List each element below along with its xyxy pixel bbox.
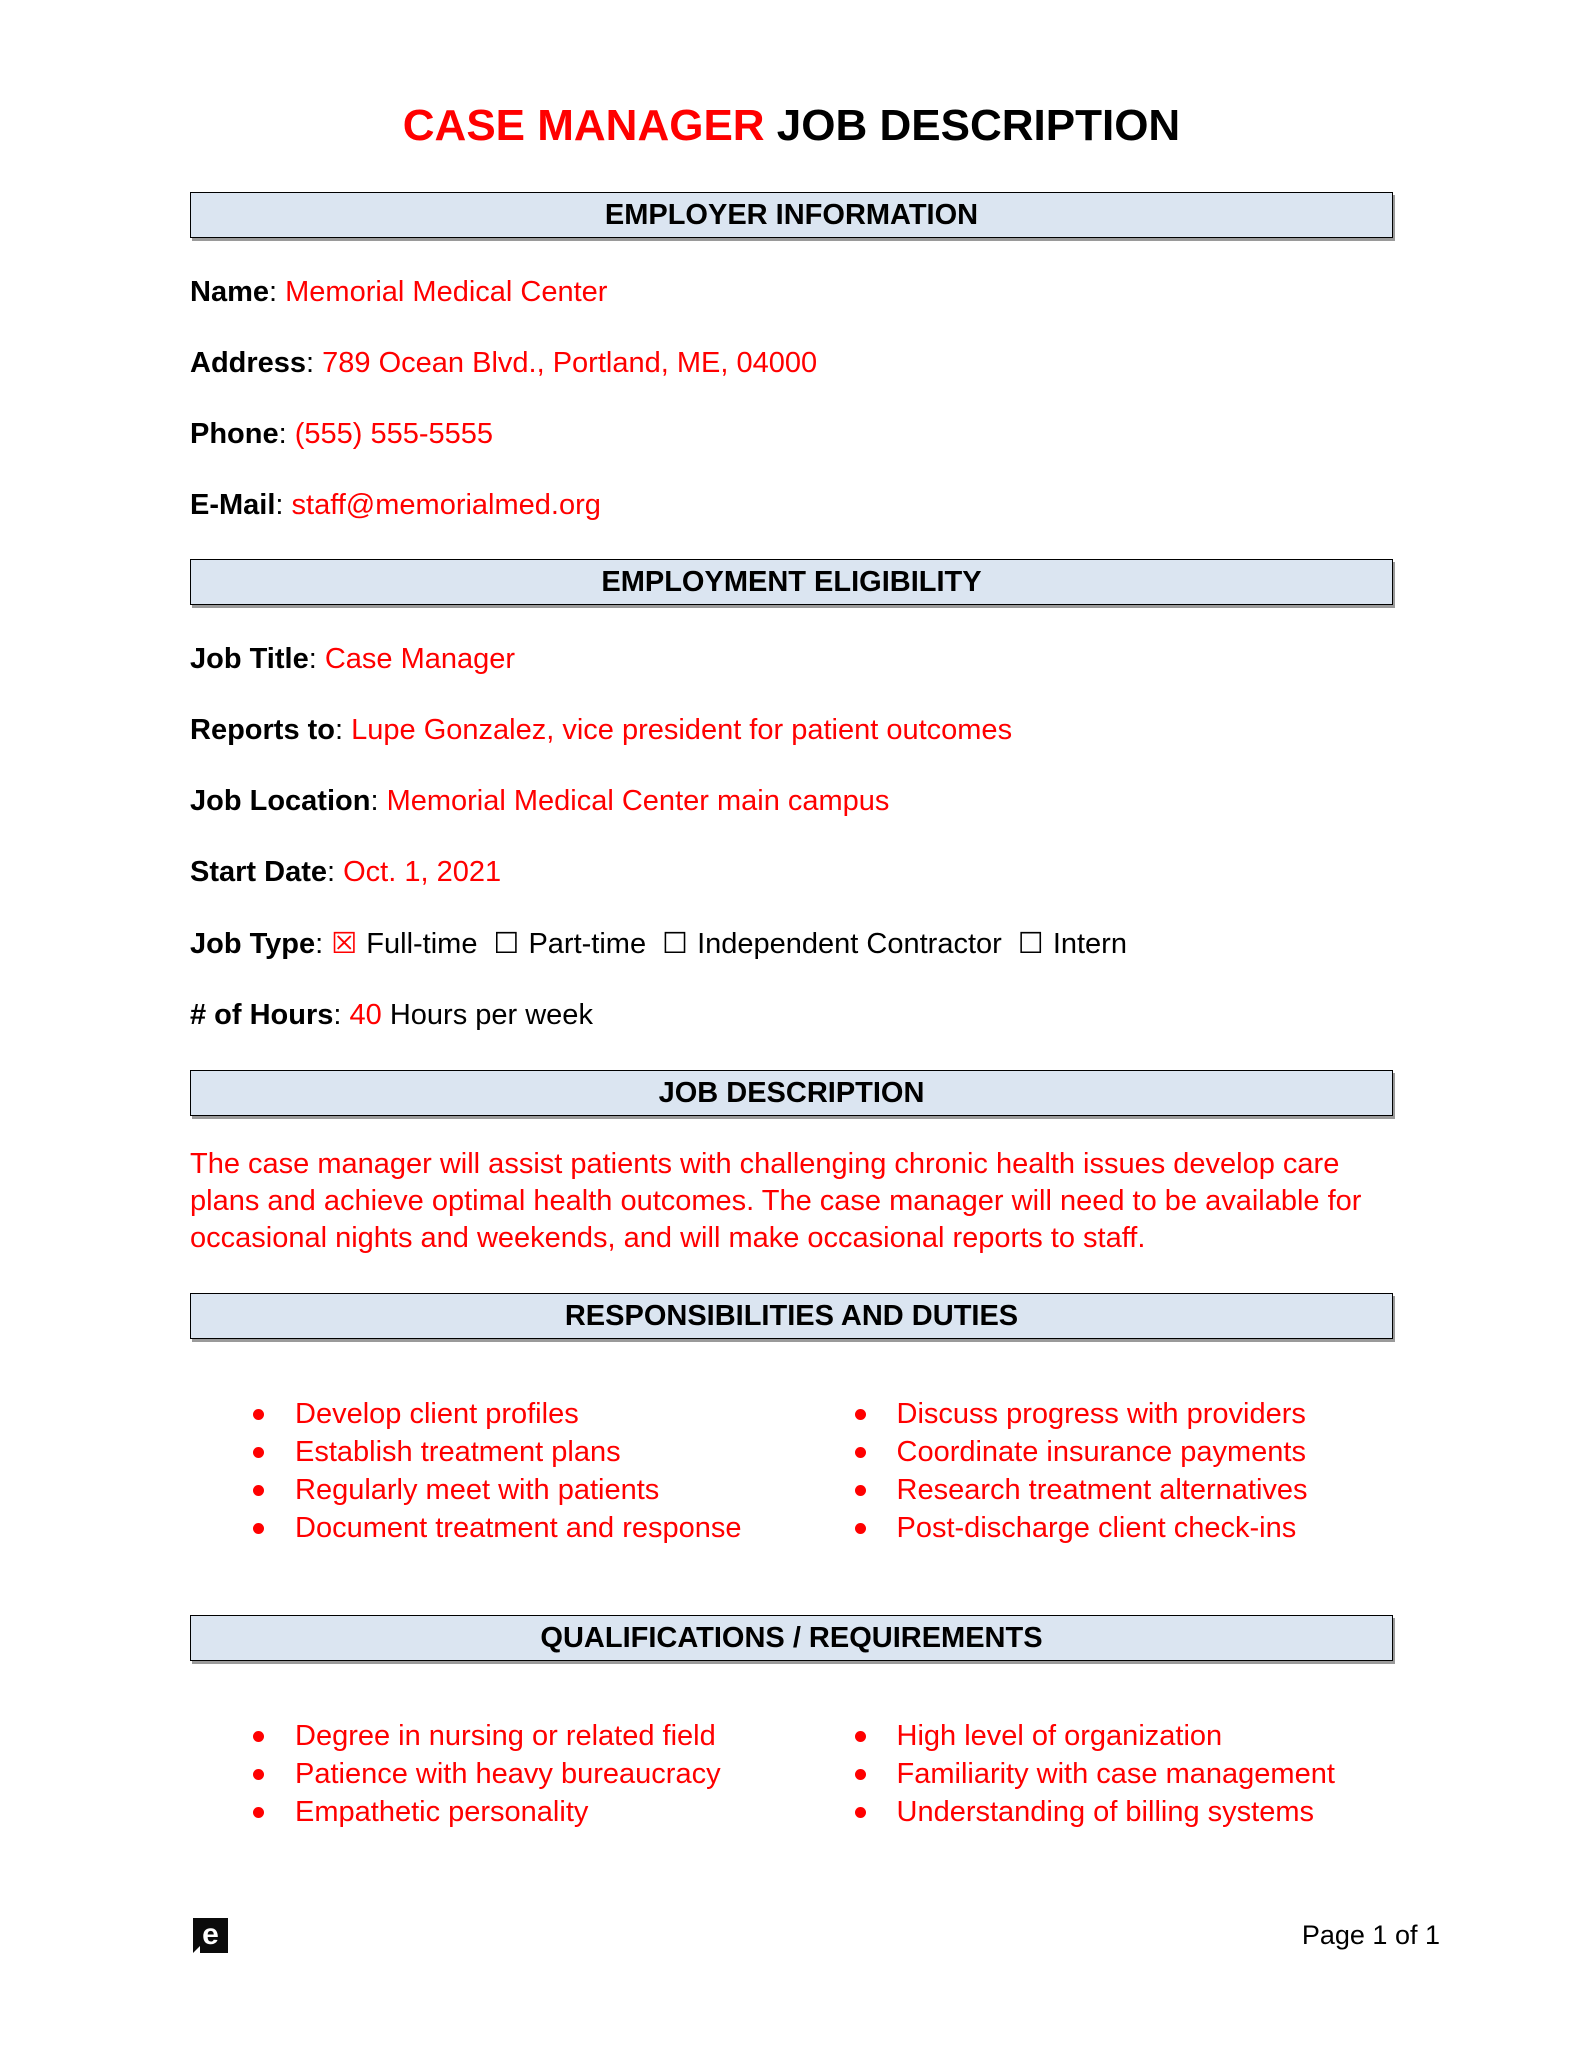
list-item: Regularly meet with patients bbox=[295, 1473, 792, 1507]
list-item: Establish treatment plans bbox=[295, 1435, 792, 1469]
job-type-option-label: Intern bbox=[1052, 928, 1127, 960]
section-heading-text: EMPLOYMENT ELIGIBILITY bbox=[601, 566, 982, 598]
list-item: Research treatment alternatives bbox=[897, 1473, 1394, 1507]
qualifications-right-column bbox=[792, 1719, 1394, 1833]
section-heading-text: QUALIFICATIONS / REQUIREMENTS bbox=[540, 1622, 1043, 1654]
page-title bbox=[190, 100, 1393, 152]
checkbox-unchecked-icon[interactable]: ☐ bbox=[1017, 926, 1044, 960]
field-label: Address bbox=[190, 347, 307, 379]
section-heading-text: EMPLOYER INFORMATION bbox=[604, 199, 979, 231]
list-item: Patience with heavy bureaucracy bbox=[295, 1757, 792, 1791]
job-type-option-label: Full-time bbox=[366, 928, 478, 960]
bullet-icon bbox=[253, 1447, 264, 1458]
field-value: (555) 555-5555 bbox=[294, 418, 494, 450]
field-suffix: Hours per week bbox=[381, 999, 593, 1031]
list-item: Discuss progress with providers bbox=[897, 1397, 1394, 1431]
bullet-icon bbox=[253, 1769, 264, 1780]
bullet-icon bbox=[855, 1769, 866, 1780]
field-label: Job Type bbox=[190, 928, 316, 960]
list-item: Document treatment and response bbox=[295, 1511, 792, 1545]
bullet-icon bbox=[855, 1447, 866, 1458]
job-type-option-intern bbox=[1018, 928, 1127, 960]
field-hours bbox=[190, 998, 1393, 1032]
page-footer bbox=[193, 1918, 1440, 1953]
field-name bbox=[190, 275, 1393, 309]
section-heading-text: JOB DESCRIPTION bbox=[658, 1077, 925, 1109]
field-separator: : bbox=[269, 276, 286, 308]
section-header-employer-information bbox=[190, 192, 1393, 238]
qualifications-left-column bbox=[190, 1719, 792, 1833]
field-value: staff@memorialmed.org bbox=[291, 489, 601, 521]
list-item: Develop client profiles bbox=[295, 1397, 792, 1431]
list-item: Understanding of billing systems bbox=[897, 1795, 1394, 1829]
field-separator: : bbox=[335, 714, 352, 746]
field-separator: : bbox=[278, 418, 295, 450]
eforms-logo: e bbox=[193, 1918, 228, 1953]
field-separator: : bbox=[306, 347, 323, 379]
field-value: Memorial Medical Center bbox=[285, 276, 608, 308]
field-phone bbox=[190, 417, 1393, 451]
list-item: High level of organization bbox=[897, 1719, 1394, 1753]
field-reports-to bbox=[190, 713, 1393, 747]
list-item: Degree in nursing or related field bbox=[295, 1719, 792, 1753]
field-address bbox=[190, 346, 1393, 380]
field-separator: : bbox=[370, 785, 387, 817]
section-header-job-description bbox=[190, 1070, 1393, 1116]
field-job-location bbox=[190, 784, 1393, 818]
bullet-icon bbox=[253, 1731, 264, 1742]
field-label: # of Hours bbox=[190, 999, 334, 1031]
bullet-icon bbox=[253, 1807, 264, 1818]
job-type-option-label: Independent Contractor bbox=[697, 928, 1002, 960]
job-type-option-full-time bbox=[331, 928, 477, 960]
job-type-option-label: Part-time bbox=[528, 928, 647, 960]
field-separator: : bbox=[275, 489, 292, 521]
bullet-icon bbox=[855, 1485, 866, 1496]
bullet-icon bbox=[253, 1523, 264, 1534]
section-header-responsibilities bbox=[190, 1293, 1393, 1339]
checkbox-checked-icon[interactable]: ☒ bbox=[331, 926, 358, 960]
field-email bbox=[190, 488, 1393, 522]
bullet-icon bbox=[253, 1409, 264, 1420]
bullet-icon bbox=[855, 1731, 866, 1742]
section-header-qualifications bbox=[190, 1615, 1393, 1661]
field-value: Memorial Medical Center main campus bbox=[386, 785, 890, 817]
list-item: Coordinate insurance payments bbox=[897, 1435, 1394, 1469]
field-label: Job Location bbox=[190, 785, 371, 817]
field-label: Reports to bbox=[190, 714, 335, 746]
section-heading-text: RESPONSIBILITIES AND DUTIES bbox=[564, 1300, 1019, 1332]
responsibilities-list bbox=[190, 1397, 1393, 1549]
bullet-icon bbox=[855, 1409, 866, 1420]
job-type-option-part-time bbox=[493, 928, 646, 960]
checkbox-unchecked-icon[interactable]: ☐ bbox=[493, 926, 520, 960]
qualifications-list bbox=[190, 1719, 1393, 1833]
checkbox-unchecked-icon[interactable]: ☐ bbox=[662, 926, 689, 960]
field-label: Start Date bbox=[190, 856, 327, 888]
bullet-icon bbox=[855, 1523, 866, 1534]
job-description-paragraph: The case manager will assist patients with challenging chronic health issues develop care plans and achieve optimal health outcomes. The case manager will need to be available for occasional nights and weekends, and will make occasional reports to staff. bbox=[190, 1148, 1362, 1254]
field-label: Phone bbox=[190, 418, 279, 450]
title-rest: JOB DESCRIPTION bbox=[764, 101, 1181, 150]
bullet-icon bbox=[253, 1485, 264, 1496]
responsibilities-right-column bbox=[792, 1397, 1394, 1549]
list-item: Empathetic personality bbox=[295, 1795, 792, 1829]
field-value: Oct. 1, 2021 bbox=[343, 856, 502, 888]
field-value: Lupe Gonzalez, vice president for patient outcomes bbox=[351, 714, 1013, 746]
title-highlight: CASE MANAGER bbox=[402, 101, 765, 150]
field-separator: : bbox=[333, 999, 350, 1031]
field-job-type bbox=[190, 926, 1393, 961]
page-indicator: Page 1 of 1 bbox=[1301, 1920, 1440, 1950]
bullet-icon bbox=[855, 1807, 866, 1818]
responsibilities-left-column bbox=[190, 1397, 792, 1549]
field-value: 40 bbox=[349, 999, 382, 1031]
field-job-title bbox=[190, 642, 1393, 676]
list-item: Familiarity with case management bbox=[897, 1757, 1394, 1791]
field-value: 789 Ocean Blvd., Portland, ME, 04000 bbox=[322, 347, 818, 379]
section-header-employment-eligibility bbox=[190, 559, 1393, 605]
field-label: E-Mail bbox=[190, 489, 276, 521]
field-separator: : bbox=[315, 928, 332, 960]
list-item: Post-discharge client check-ins bbox=[897, 1511, 1394, 1545]
field-label: Job Title bbox=[190, 643, 309, 675]
field-separator: : bbox=[308, 643, 325, 675]
field-label: Name bbox=[190, 276, 269, 308]
field-start-date bbox=[190, 855, 1393, 889]
job-type-option-independent-contractor bbox=[662, 928, 1002, 960]
field-value: Case Manager bbox=[324, 643, 516, 675]
field-separator: : bbox=[327, 856, 344, 888]
